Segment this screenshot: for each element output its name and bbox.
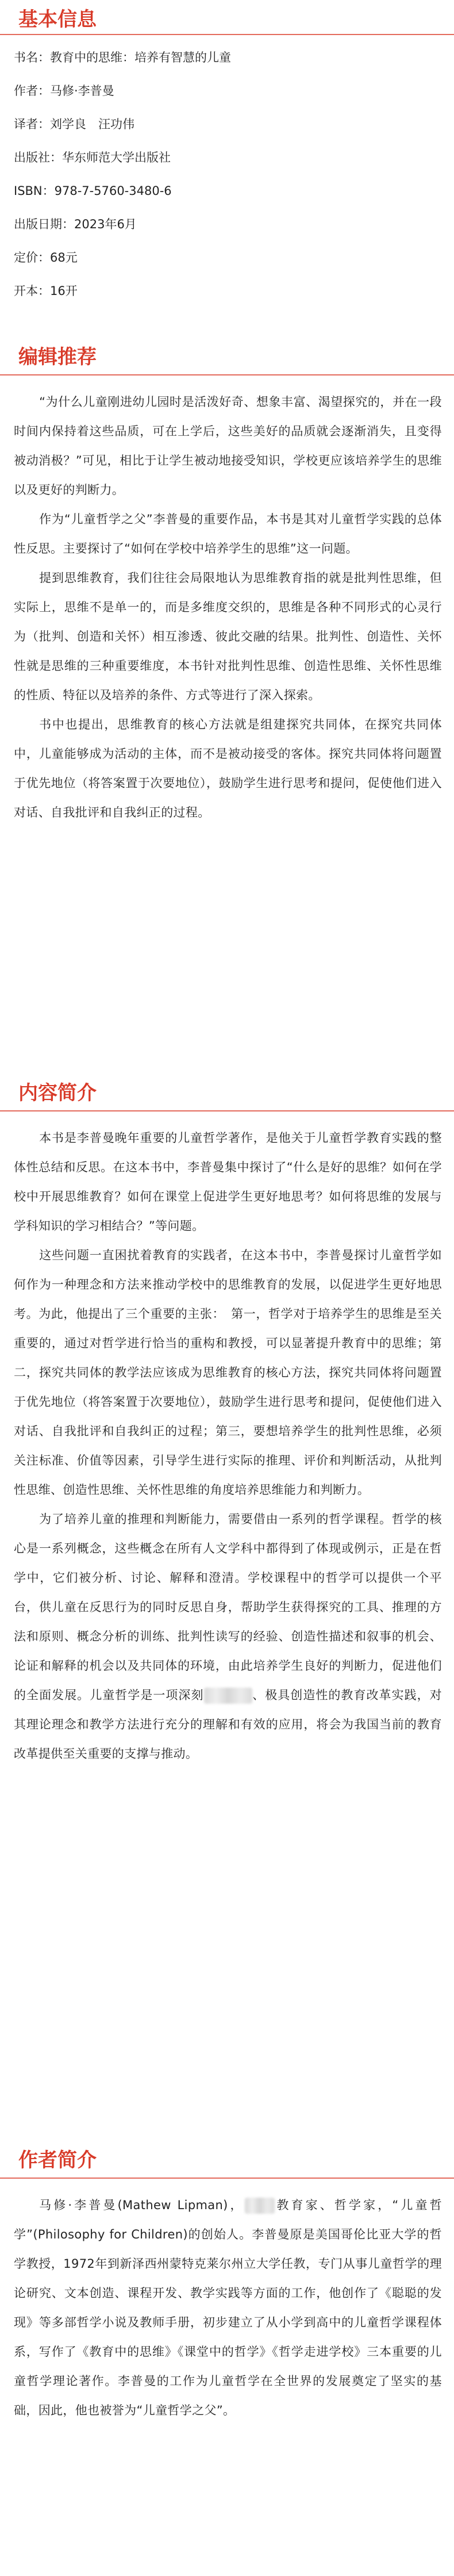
info-label: 书名：	[14, 51, 50, 64]
basic-info-divider	[0, 34, 454, 35]
redacted-text	[245, 2198, 275, 2214]
paragraph-text: 马修·李普曼(Mathew Lipman)，	[39, 2198, 245, 2212]
info-row	[14, 182, 172, 200]
author-heading: 作者简介	[18, 2149, 97, 2172]
info-value: 978-7-5760-3480-6	[54, 184, 172, 198]
info-value: 16开	[50, 284, 78, 298]
info-row	[14, 282, 78, 300]
info-row	[14, 82, 114, 99]
basic-info-heading: 基本信息	[18, 8, 97, 31]
info-value: 华东师范大学出版社	[62, 151, 171, 164]
paragraph: 这些问题一直困扰着教育的实践者，在这本书中，李普曼探讨儿童哲学如何作为一种理念和方法来推动学校中的思维教育的发展，以促进学生更好地思考。为此，他提出了三个重要的主张： 第一，哲学对于培养学生的思维是至关重要的，通过对哲学进行恰当的重构和教授，可以显著提升教育中的思维；第二，探究共同体的教学法应该成为思维教育的核心方法，探究共同体将问题置于优先地位（将答案置于次要地位），鼓励学生进行思考和提问，促使他们进入对话、自我批评和自我纠正的过程；第三，要想培养学生的批判性思维，必须关注标准、价值等因素，引导学生进行实际的推理、评价和判断活动，从批判性思维、创造性思维、关怀性思维的角度培养思维能力和判断力。	[14, 1248, 442, 1497]
info-row	[14, 216, 137, 233]
info-row	[14, 249, 78, 266]
paragraph: “为什么儿童刚进幼儿园时是活泼好奇、想象丰富、渴望探究的，并在一段时间内保持着这些品质，可在上学后，这些美好的品质就会逐渐消失，且变得被动消极？”可见，相比于让学生被动地接受知识，学校更应该培养学生的思维以及更好的判断力。	[14, 395, 442, 497]
paragraph	[14, 1505, 442, 1769]
info-row	[14, 116, 134, 133]
info-label: ISBN：	[14, 184, 55, 198]
paragraph	[14, 2191, 442, 2425]
info-value: 68元	[50, 251, 78, 264]
info-value: 马修·李普曼	[50, 84, 114, 98]
info-value: 刘学良 汪功伟	[50, 117, 134, 131]
editor-recommendation-body	[14, 388, 442, 827]
info-row	[14, 149, 171, 166]
paragraph-text: 教育家、哲学家，“儿童哲学”(Philosophy for Children)的创始人。李普曼原是美国哥伦比亚大学的哲学教授，1972年到新泽西州蒙特克莱尔州立大学任教，专门从事儿童哲学的理论研究、文本创造、课程开发、教学实践等方面的工作，他创作了《聪聪的发现》等多部哲学小说及教师手册，初步建立了从小学到高中的儿童哲学课程体系，写作了《教育中的思维》《课堂中的哲学》《哲学走进学校》三本重要的儿童哲学理论著作。李普曼的工作为儿童哲学在全世界的发展奠定了坚实的基础，因此，他也被誉为“儿童哲学之父”。	[14, 2198, 442, 2417]
info-label: 开本：	[14, 284, 50, 298]
info-label: 出版日期：	[14, 217, 74, 231]
info-label: 定价：	[14, 251, 50, 264]
info-label: 出版社：	[14, 151, 62, 164]
editor-recommendation-divider	[0, 374, 454, 375]
author-body	[14, 2191, 442, 2425]
editor-recommendation-heading: 编辑推荐	[18, 346, 97, 369]
paragraph-text: 、极具创造性的教育改革实践，对其理论理念和教学方法进行充分的理解和有效的应用，将会为我国当前的教育改革提供至关重要的支撑与推动。	[14, 1688, 442, 1761]
info-value: 教育中的思维：培养有智慧的儿童	[50, 51, 231, 64]
summary-body	[14, 1124, 442, 1769]
summary-heading: 内容简介	[18, 1082, 97, 1105]
paragraph-text: 为了培养儿童的推理和判断能力，需要借由一系列的哲学课程。哲学的核心是一系列概念，这些概念在所有人文学科中都得到了体现或例示，正是在哲学中，它们被分析、讨论、解释和澄清。学校课程中的哲学可以提供一个平台，供儿童在反思行为的同时反思自身，帮助学生获得探究的工具、推理的方法和原则、概念分析的训练、批判性读写的经验、创造性描述和叙事的机会、论证和解释的机会以及共同体的环境，由此培养学生良好的判断力，促进他们的全面发展。儿童哲学是一项深刻	[14, 1512, 442, 1702]
info-label: 作者：	[14, 84, 50, 98]
paragraph: 作为“儿童哲学之父”李普曼的重要作品，本书是其对儿童哲学实践的总体性反思。主要探讨了“如何在学校中培养学生的思维”这一问题。	[14, 512, 442, 555]
author-divider	[0, 2178, 454, 2179]
paragraph: 书中也提出，思维教育的核心方法就是组建探究共同体，在探究共同体中，儿童能够成为活动的主体，而不是被动接受的客体。探究共同体将问题置于优先地位（将答案置于次要地位），鼓励学生进行思考和提问，促使他们进入对话、自我批评和自我纠正的过程。	[14, 718, 442, 819]
info-value: 2023年6月	[74, 217, 137, 231]
info-row	[14, 49, 231, 66]
redacted-text	[204, 1688, 252, 1704]
summary-divider	[0, 1110, 454, 1111]
paragraph: 提到思维教育，我们往往会局限地认为思维教育指的就是批判性思维，但实际上，思维不是单一的，而是多维度交织的，思维是各种不同形式的心灵行为（批判、创造和关怀）相互渗透、彼此交融的结果。批判性、创造性、关怀性就是思维的三种重要维度，本书针对批判性思维、创造性思维、关怀性思维的性质、特征以及培养的条件、方式等进行了深入探索。	[14, 571, 442, 702]
paragraph: 本书是李普曼晚年重要的儿童哲学著作，是他关于儿童哲学教育实践的整体性总结和反思。在这本书中，李普曼集中探讨了“什么是好的思维？如何在学校中开展思维教育？如何在课堂上促进学生更好地思考？如何将思维的发展与学科知识的学习相结合？”等问题。	[14, 1131, 442, 1233]
info-label: 译者：	[14, 117, 50, 131]
